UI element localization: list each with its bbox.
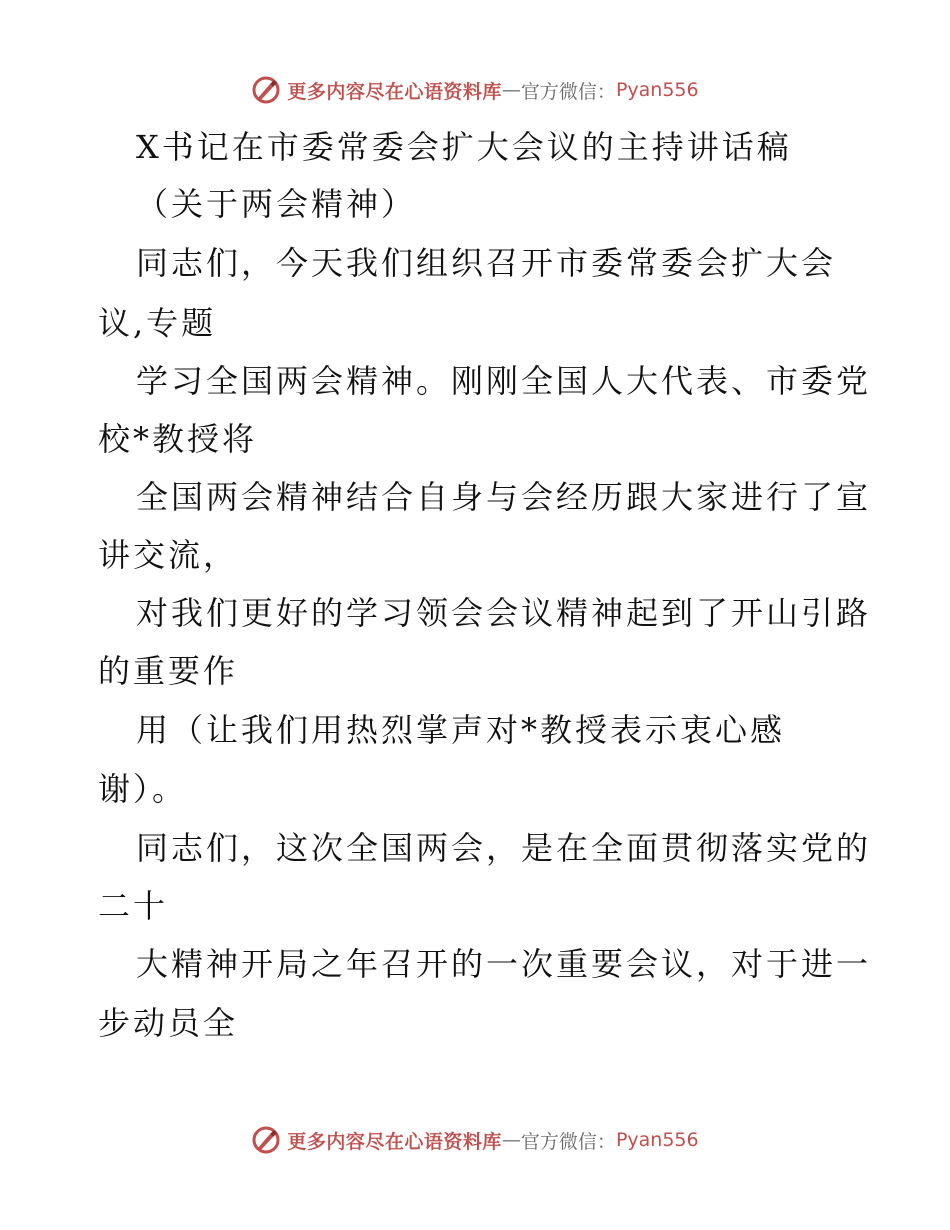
watermark-banner-top xyxy=(0,70,950,110)
document-subtitle: （关于两会精神） xyxy=(136,185,417,223)
body-line: 的重要作 xyxy=(98,652,239,690)
body-line: 议,专题 xyxy=(98,304,217,342)
body-line: 全国两会精神结合自身与会经历跟大家进行了宣 xyxy=(136,478,872,516)
body-line: 谢）。 xyxy=(98,770,188,808)
watermark-wechat-id: Pyan556 xyxy=(615,1129,699,1151)
watermark-separator: — xyxy=(501,1129,521,1151)
body-line: 二十 xyxy=(98,887,169,925)
watermark-wechat-label: 官方微信： xyxy=(520,1130,616,1153)
watermark-separator: — xyxy=(501,79,521,101)
watermark-banner-bottom xyxy=(0,1120,950,1160)
watermark-wechat-label: 官方微信： xyxy=(520,80,616,103)
body-line: 同志们，今天我们组织召开市委常委会扩大会 xyxy=(136,244,837,282)
pen-logo-icon xyxy=(251,75,281,105)
body-line: 学习全国两会精神。刚刚全国人大代表、市委党 xyxy=(136,362,872,400)
document-title: X书记在市委常委会扩大会议的主持讲话稿 xyxy=(136,128,792,166)
watermark-text: 更多内容尽在心语资料库 xyxy=(287,80,502,103)
body-line: 大精神开局之年召开的一次重要会议，对于进一 xyxy=(136,945,872,983)
body-line: 对我们更好的学习领会会议精神起到了开山引路 xyxy=(136,594,872,632)
pen-logo-icon xyxy=(251,1125,281,1155)
body-line: 步动员全 xyxy=(98,1004,239,1042)
body-line: 讲交流， xyxy=(98,536,239,574)
body-line: 校*教授将 xyxy=(98,420,258,458)
body-line: 同志们，这次全国两会，是在全面贯彻落实党的 xyxy=(136,829,872,867)
body-line: 用（让我们用热烈掌声对*教授表示衷心感 xyxy=(136,711,786,749)
watermark-text: 更多内容尽在心语资料库 xyxy=(287,1130,502,1153)
watermark-wechat-id: Pyan556 xyxy=(615,79,699,101)
